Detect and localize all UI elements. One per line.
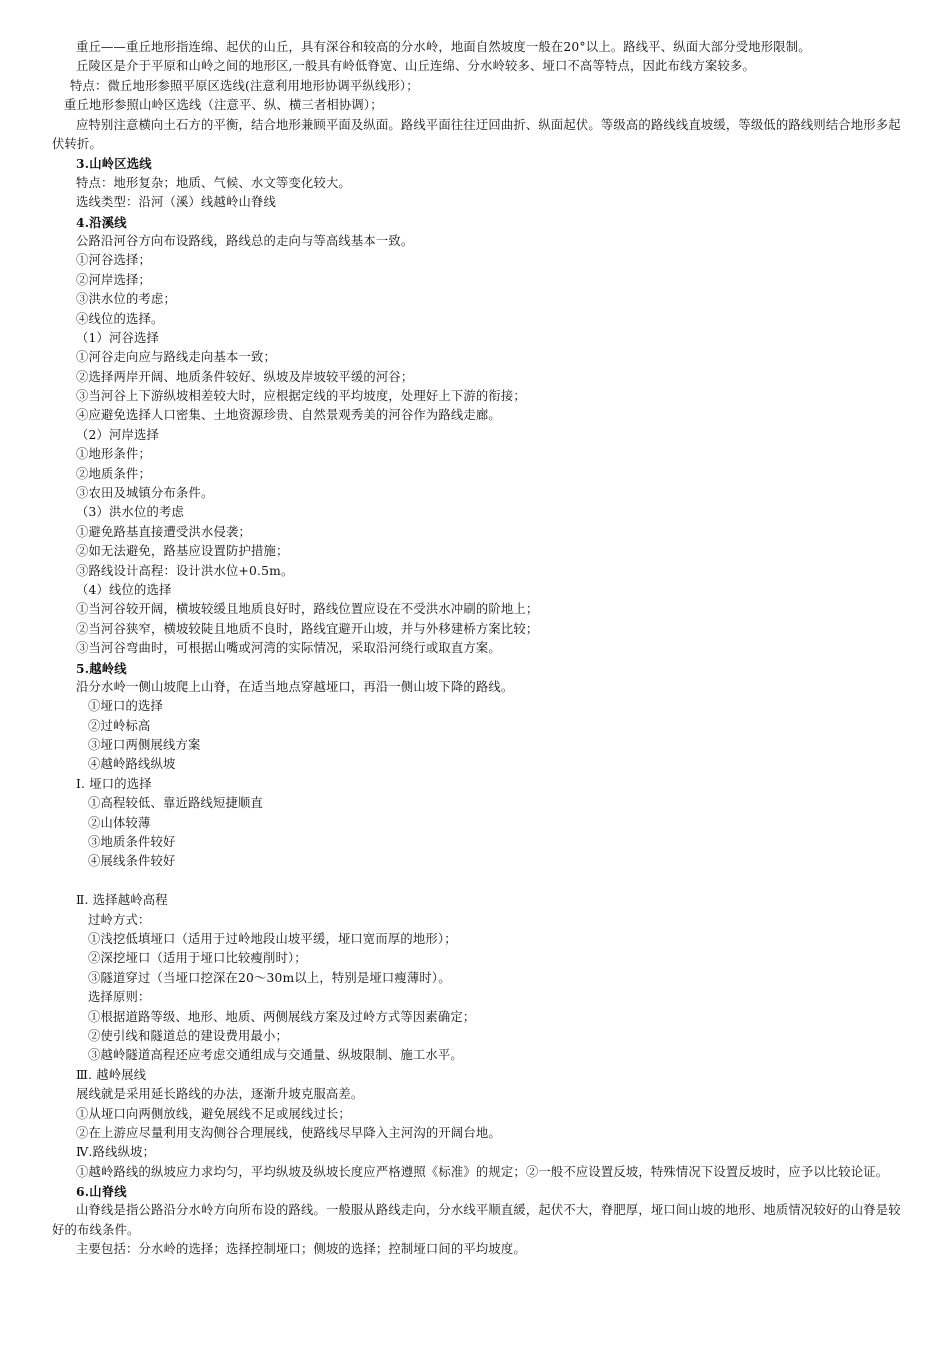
subsection-heading: Ⅲ. 越岭展线	[76, 1067, 147, 1082]
paragraph: 山脊线是指公路沿分水岭方向所布设的路线。一般服从路线走向，分水线平顺直緩，起伏不大，脊肥厚，垭口间山坡的地形、地质情况较好的山脊是较好的布线条件。	[52, 1203, 901, 1237]
list-item: ②使引线和隧道总的建设费用最小；	[88, 1028, 288, 1043]
paragraph: 选线类型：沿河（溪）线越岭山脊线	[76, 195, 276, 210]
list-item: ②地质条件；	[76, 466, 151, 481]
paragraph: 应特别注意横向土石方的平衡，结合地形兼顾平面及纵面。路线平面往往迂回曲折、纵面起伏。等级高的路线线直坡缓，等级低的路线则结合地形多起伏转折。	[52, 117, 901, 151]
list-item: ①从垭口向两侧放线，避免展线不足或展线过长；	[76, 1106, 351, 1121]
list-item: ③路线设计高程：设计洪水位+0.5m。	[76, 563, 294, 578]
list-item: ②河岸选择；	[76, 272, 151, 287]
list-item: ①避免路基直接遭受洪水侵袭；	[76, 524, 251, 539]
list-item: ③垭口两侧展线方案	[88, 738, 201, 753]
subsection-heading: Ⅰ. 垭口的选择	[76, 776, 152, 791]
list-item: ④越岭路线纵坡	[88, 757, 176, 772]
list-item: ①越岭路线的纵坡应力求均匀，平均纵坡及纵坡长度应严格遵照《标准》的规定；②一般不应设置反坡，特殊情况下设置反坡时，应予以比较论证。	[76, 1164, 889, 1179]
list-item: ③洪水位的考虑；	[76, 292, 176, 307]
subsection-heading: （4）线位的选择	[76, 582, 172, 597]
list-item: ②过岭标高	[88, 718, 151, 733]
list-item: ④线位的选择。	[76, 311, 164, 326]
list-item: ①河谷走向应与路线走向基本一致；	[76, 350, 276, 365]
paragraph: 选择原则：	[88, 990, 151, 1005]
list-item: ①河谷选择；	[76, 253, 151, 268]
list-item: ③隧道穿过（当垭口挖深在20～30m以上，特别是垭口瘦薄时）。	[88, 970, 451, 985]
section-heading: 5.越岭线	[76, 660, 127, 676]
subsection-heading: （3）洪水位的考虑	[76, 505, 184, 520]
subsection-heading: Ⅳ.路线纵坡；	[76, 1145, 156, 1160]
list-item: ①垭口的选择	[88, 699, 163, 714]
list-item: ③当河谷弯曲时，可根据山嘴或河湾的实际情况，采取沿河绕行或取直方案。	[76, 641, 501, 656]
section-heading: 4.沿溪线	[76, 214, 127, 230]
list-item: ③地质条件较好	[88, 835, 176, 850]
list-item: ①根据道路等级、地形、地质、两侧展线方案及过岭方式等因素确定；	[88, 1009, 476, 1024]
list-item: ③越岭隧道高程还应考虑交通组成与交通量、纵坡限制、施工水平。	[88, 1048, 463, 1063]
paragraph: 过岭方式：	[88, 912, 151, 927]
paragraph: 公路沿河谷方向布设路线，路线总的走向与等高线基本一致。	[76, 233, 414, 248]
list-item: ②在上游应尽量利用支沟侧谷合理展线，使路线尽早降入主河沟的开阔台地。	[76, 1125, 501, 1140]
subsection-heading: （1）河谷选择	[76, 330, 160, 345]
list-item: ①浅挖低填垭口（适用于过岭地段山坡平缓，垭口宽而厚的地形）；	[88, 932, 457, 946]
paragraph: 重丘地形参照山岭区选线（注意平、纵、横三者相协调）；	[64, 98, 383, 113]
blank-line	[0, 872, 951, 891]
list-item: ①高程较低、靠近路线短捷顺直	[88, 796, 263, 811]
section-heading: 3.山岭区选线	[76, 156, 152, 172]
list-item: ④展线条件较好	[88, 854, 176, 869]
paragraph: 沿分水岭一侧山坡爬上山脊，在适当地点穿越垭口，再沿一侧山坡下降的路线。	[76, 679, 514, 694]
list-item: ②山体较薄	[88, 815, 151, 830]
list-item: ①当河谷较开阔，横坡较缓且地质良好时，路线位置应设在不受洪水冲刷的阶地上；	[76, 602, 539, 617]
list-item: ④应避免选择人口密集、土地资源珍贵、自然景观秀美的河谷作为路线走廊。	[76, 408, 501, 423]
list-item: ②选择两岸开阔、地质条件较好、纵坡及岸坡较平缓的河谷；	[76, 369, 414, 384]
document-page	[0, 38, 951, 1260]
list-item: ②如无法避免，路基应设置防护措施；	[76, 544, 289, 559]
list-item: ③农田及城镇分布条件。	[76, 486, 214, 501]
list-item: ①地形条件；	[76, 447, 151, 462]
subsection-heading: Ⅱ. 选择越岭高程	[76, 893, 168, 908]
paragraph: 特点：微丘地形参照平原区选线(注意利用地形协调平纵线形）；	[70, 78, 419, 93]
paragraph: 丘陵区是介于平原和山岭之间的地形区,一般具有岭低脊宽、山丘连绵、分水岭较多、垭口不高等特点，因此布线方案较多。	[76, 59, 755, 74]
paragraph: 重丘——重丘地形指连绵、起伏的山丘，具有深谷和较高的分水岭，地面自然坡度一般在20°以上。路线平、纵面大部分受地形限制。	[76, 40, 811, 54]
subsection-heading: （2）河岸选择	[76, 427, 160, 442]
section-heading: 6.山脊线	[76, 1184, 127, 1200]
paragraph: 特点：地形复杂；地质、气候、水文等变化较大。	[76, 175, 351, 190]
list-item: ②当河谷狭窄，横坡较陡且地质不良时，路线宜避开山坡，并与外移建桥方案比较；	[76, 621, 539, 636]
list-item: ③当河谷上下游纵坡相差较大时，应根据定线的平均坡度，处理好上下游的衔接；	[76, 389, 526, 404]
list-item: ②深挖垭口（适用于垭口比较瘦削时）；	[88, 951, 307, 966]
paragraph: 主要包括：分水岭的选择；选择控制垭口；侧坡的选择；控制垭口间的平均坡度。	[76, 1242, 526, 1257]
paragraph: 展线就是采用延长路线的办法，逐渐升坡克服高差。	[76, 1087, 364, 1102]
